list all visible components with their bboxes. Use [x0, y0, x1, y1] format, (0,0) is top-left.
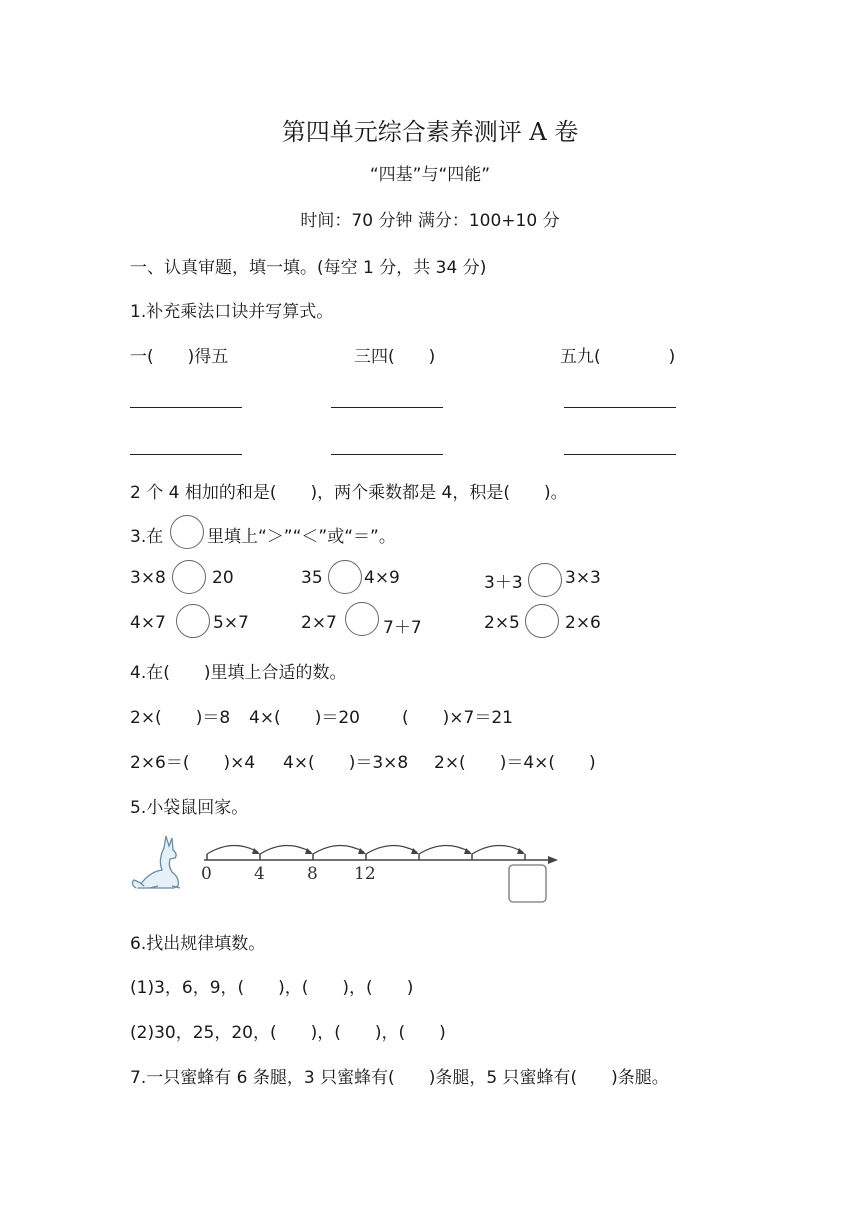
- compare-circle[interactable]: [345, 602, 379, 636]
- q1-item-2: 三四( ): [354, 347, 436, 367]
- tick-label: 0: [201, 864, 212, 884]
- compare-circle[interactable]: [176, 604, 210, 638]
- compare-circle[interactable]: [328, 560, 362, 594]
- q3-left: 3＋3: [484, 573, 523, 593]
- answer-line: [130, 454, 242, 455]
- number-line-figure: [128, 828, 568, 908]
- q3-left: 2×5: [484, 613, 520, 633]
- q1-item-1: 一( )得五: [130, 347, 229, 367]
- q4-line1-b: 4×( )＝20: [249, 708, 360, 728]
- question-1: 1.补充乘法口诀并写算式。: [130, 302, 334, 322]
- q3-left: 2×7: [301, 613, 337, 633]
- q4-line1-a: 2×( )＝8: [130, 708, 231, 728]
- question-3-post: 里填上“＞”“＜”或“＝”。: [207, 527, 396, 547]
- q3-right: 4×9: [364, 568, 400, 588]
- section-heading: 一、认真审题，填一填。(每空 1 分，共 34 分): [130, 258, 487, 278]
- q3-right: 7＋7: [383, 618, 422, 638]
- question-2: 2 个 4 相加的和是( )，两个乘数都是 4，积是( )。: [130, 483, 568, 503]
- q4-line2-c: 2×( )＝4×( ): [434, 753, 596, 773]
- q4-line1-c: ( )×7＝21: [402, 708, 513, 728]
- tick-label: 12: [354, 864, 376, 884]
- answer-line: [130, 407, 242, 408]
- tick-label: 4: [254, 864, 265, 884]
- q4-line2-a: 2×6＝( )×4: [130, 753, 256, 773]
- question-4: 4.在( )里填上合适的数。: [130, 663, 347, 683]
- tick-label: 8: [307, 864, 318, 884]
- question-7: 7.一只蜜蜂有 6 条腿，3 只蜜蜂有( )条腿，5 只蜜蜂有( )条腿。: [130, 1068, 669, 1088]
- q3-right: 3×3: [565, 568, 601, 588]
- answer-line: [564, 454, 676, 455]
- question-5: 5.小袋鼠回家。: [130, 798, 249, 818]
- page-subtitle: “四基”与“四能”: [369, 165, 491, 185]
- page-title: 第四单元综合素养测评 A 卷: [281, 118, 579, 146]
- time-info: 时间：70 分钟 满分：100+10 分: [300, 211, 560, 231]
- compare-circle: [170, 515, 204, 549]
- kangaroo-icon: [132, 836, 180, 888]
- answer-line: [564, 407, 676, 408]
- compare-circle[interactable]: [525, 604, 559, 638]
- q3-left: 35: [301, 568, 323, 588]
- answer-line: [331, 407, 443, 408]
- q3-left: 4×7: [130, 613, 166, 633]
- q4-line2-b: 4×( )＝3×8: [283, 753, 409, 773]
- question-3-pre: 3.在: [130, 527, 164, 547]
- q1-item-3: 五九( ): [560, 347, 676, 367]
- q3-right: 2×6: [565, 613, 601, 633]
- compare-circle[interactable]: [528, 563, 562, 597]
- q3-right: 5×7: [213, 613, 249, 633]
- question-6: 6.找出规律填数。: [130, 934, 266, 954]
- compare-circle[interactable]: [172, 560, 206, 594]
- answer-box[interactable]: [509, 865, 546, 902]
- q3-left: 3×8: [130, 568, 166, 588]
- q6-line2: (2)30，25，20，( )，( )，( ): [130, 1023, 446, 1043]
- q6-line1: (1)3，6，9，( )，( )，( ): [130, 978, 414, 998]
- q3-right: 20: [212, 568, 234, 588]
- answer-line: [331, 454, 443, 455]
